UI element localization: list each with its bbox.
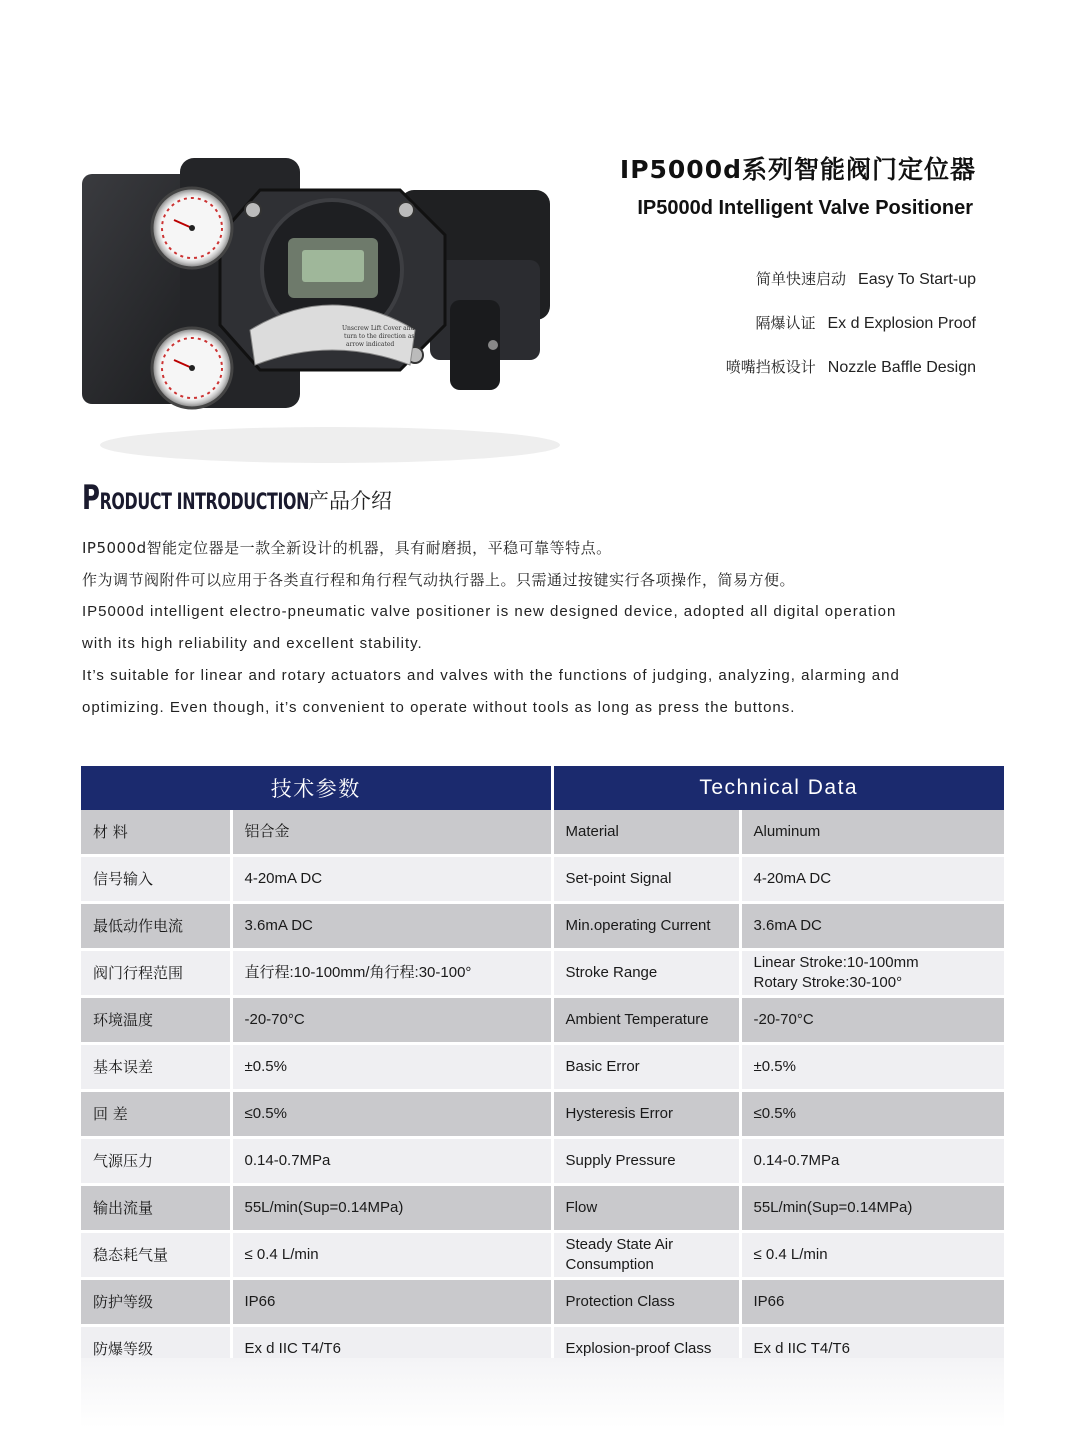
param-en-cell: Material <box>552 810 740 856</box>
intro-line: optimizing. Even though, it’s convenient to operate without tools as long as press the buttons. <box>82 699 796 716</box>
param-en-cell: Basic Error <box>552 1044 740 1091</box>
value-cn-cell: 4-20mA DC <box>231 856 552 903</box>
table-header-en: Technical Data <box>552 766 1004 810</box>
table-row <box>81 1279 1004 1326</box>
svg-text:turn to the direction as: turn to the direction as <box>344 333 415 340</box>
table-row <box>81 950 1004 997</box>
value-cn-cell: -20-70°C <box>231 997 552 1044</box>
param-cn-cell: 材 料 <box>81 810 231 856</box>
param-en-cell: Hysteresis Error <box>552 1091 740 1138</box>
table-row <box>81 1091 1004 1138</box>
param-cn-cell: 防爆等级 <box>81 1326 231 1373</box>
table-row <box>81 1044 1004 1091</box>
value-en-cell: Aluminum <box>740 810 1004 856</box>
param-cn-cell: 信号输入 <box>81 856 231 903</box>
intro-text <box>82 532 1002 724</box>
table-row <box>81 1232 1004 1279</box>
intro-line: It’s suitable for linear and rotary actuators and valves with the functions of judging, analyzing, alarming and <box>82 667 900 684</box>
param-cn-cell: 阀门行程范围 <box>81 950 231 997</box>
value-en-cell: ±0.5% <box>740 1044 1004 1091</box>
spec-table-body <box>81 810 1004 1373</box>
table-row <box>81 903 1004 950</box>
page-footer-shade <box>81 1358 1004 1428</box>
table-row <box>81 856 1004 903</box>
product-title-en: IP5000d Intelligent Valve Positioner <box>637 197 973 219</box>
lcd-display <box>302 250 364 282</box>
param-en-cell: Explosion-proof Class <box>552 1326 740 1373</box>
feature-list <box>726 268 976 400</box>
svg-text:arrow indicated: arrow indicated <box>346 341 395 348</box>
param-cn-cell: 基本误差 <box>81 1044 231 1091</box>
value-cn-cell: 3.6mA DC <box>231 903 552 950</box>
value-en-cell: ≤0.5% <box>740 1091 1004 1138</box>
value-en-cell: 4-20mA DC <box>740 856 1004 903</box>
param-en-cell: Stroke Range <box>552 950 740 997</box>
table-header-cn: 技术参数 <box>81 766 552 810</box>
value-cn-cell: ±0.5% <box>231 1044 552 1091</box>
value-cn-cell: 0.14-0.7MPa <box>231 1138 552 1185</box>
intro-heading-cn: 产品介绍 <box>308 489 392 513</box>
param-cn-cell: 防护等级 <box>81 1279 231 1326</box>
value-cn-cell: 铝合金 <box>231 810 552 856</box>
param-en-cell: Ambient Temperature <box>552 997 740 1044</box>
pressure-gauge-bottom <box>152 328 232 408</box>
value-en-cell: ≤ 0.4 L/min <box>740 1232 1004 1279</box>
feature-item: 喷嘴挡板设计 Nozzle Baffle Design <box>725 358 976 376</box>
product-title-cn: IP5000d系列智能阀门定位器 <box>619 155 976 184</box>
intro-heading-en: PRODUCT INTRODUCTION <box>82 478 310 518</box>
value-cn-cell: ≤ 0.4 L/min <box>231 1232 552 1279</box>
param-cn-cell: 输出流量 <box>81 1185 231 1232</box>
section-heading-intro <box>82 478 397 518</box>
table-row <box>81 810 1004 856</box>
value-en-cell: -20-70°C <box>740 997 1004 1044</box>
param-en-cell: Flow <box>552 1185 740 1232</box>
intro-line: IP5000d智能定位器是一款全新设计的机器，具有耐磨损，平稳可靠等特点。 <box>82 539 612 557</box>
table-row <box>81 1185 1004 1232</box>
param-cn-cell: 回 差 <box>81 1091 231 1138</box>
table-row <box>81 1138 1004 1185</box>
value-cn-cell: IP66 <box>231 1279 552 1326</box>
param-cn-cell: 环境温度 <box>81 997 231 1044</box>
value-en-cell: 55L/min(Sup=0.14MPa) <box>740 1185 1004 1232</box>
value-cn-cell: 55L/min(Sup=0.14MPa) <box>231 1185 552 1232</box>
value-cn-cell: Ex d IIC T4/T6 <box>231 1326 552 1373</box>
intro-line: with its high reliability and excellent stability. <box>82 635 423 652</box>
value-en-cell: 0.14-0.7MPa <box>740 1138 1004 1185</box>
param-en-cell: Min.operating Current <box>552 903 740 950</box>
product-image <box>70 150 590 470</box>
param-cn-cell: 最低动作电流 <box>81 903 231 950</box>
value-en-cell: Linear Stroke:10-100mm Rotary Stroke:30-100° <box>740 950 1004 997</box>
value-cn-cell: ≤0.5% <box>231 1091 552 1138</box>
value-en-cell: IP66 <box>740 1279 1004 1326</box>
svg-text:Unscrew Lift Cover and: Unscrew Lift Cover and <box>342 325 415 332</box>
intro-line: IP5000d intelligent electro-pneumatic valve positioner is new designed device, adopted all digital operation <box>82 603 897 620</box>
param-cn-cell: 气源压力 <box>81 1138 231 1185</box>
feature-item: 隔爆认证 Ex d Explosion Proof <box>755 314 976 332</box>
table-row <box>81 997 1004 1044</box>
value-en-cell: Ex d IIC T4/T6 <box>740 1326 1004 1373</box>
param-en-cell: Steady State Air Consumption <box>552 1232 740 1279</box>
param-en-cell: Protection Class <box>552 1279 740 1326</box>
param-en-cell: Set-point Signal <box>552 856 740 903</box>
feature-item: 简单快速启动 Easy To Start-up <box>756 270 976 288</box>
value-en-cell: 3.6mA DC <box>740 903 1004 950</box>
pressure-gauge-top <box>152 188 232 268</box>
param-cn-cell: 稳态耗气量 <box>81 1232 231 1279</box>
value-cn-cell: 直行程:10-100mm/角行程:30-100° <box>231 950 552 997</box>
param-en-cell: Supply Pressure <box>552 1138 740 1185</box>
spec-table <box>81 766 1004 1374</box>
intro-line: 作为调节阀附件可以应用于各类直行程和角行程气动执行器上。只需通过按键实行各项操作，简易方便。 <box>82 571 796 589</box>
